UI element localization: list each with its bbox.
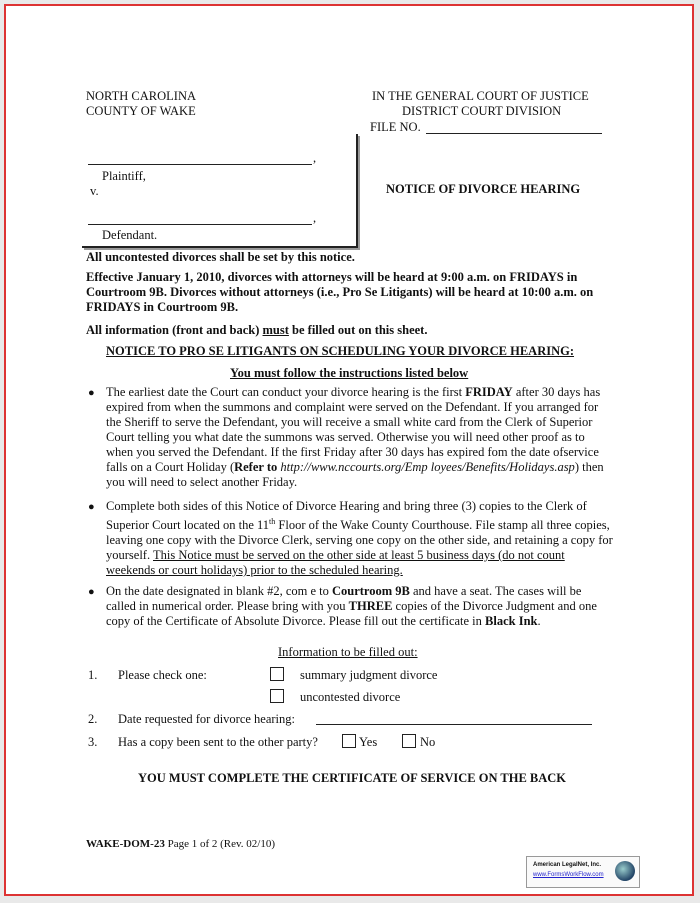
- info-requirement: [86, 323, 427, 338]
- intro-line: All uncontested divorces shall be set by this notice.: [86, 250, 355, 264]
- b1-refer: Refer to: [234, 460, 281, 474]
- plaintiff-name-field[interactable]: [88, 164, 312, 165]
- b1-line-5: when you served the Defendant. If the first Friday after 30 days has expired fom the date ofservice: [106, 445, 599, 459]
- plaintiff-label: Plaintiff,: [102, 169, 146, 183]
- b3-black-ink: Black Ink: [485, 614, 538, 628]
- bullet-icon: ●: [88, 501, 95, 513]
- effective-line-3: FRIDAYS in Courtroom 9B.: [86, 300, 239, 314]
- q2-number: 2.: [88, 712, 98, 726]
- b1-text: after 30 days has: [512, 385, 601, 399]
- b2-text: Floor of the Wake County Courthouse. File stamp all three copies,: [275, 518, 610, 533]
- publisher-logo: [526, 856, 640, 888]
- b3-text: On the date designated in blank #2, com e to: [106, 584, 332, 598]
- b2-line-3: leaving one copy with the Divorce Clerk, serving one copy on the other side, and retaining a copy for: [106, 533, 613, 548]
- b1-line-2: expired from when the summons and complaint were served on the Defendant. If you arranged for: [106, 400, 599, 414]
- certificate-reminder: YOU MUST COMPLETE THE CERTIFICATE OF SERVICE ON THE BACK: [138, 771, 567, 785]
- county-label: COUNTY OF WAKE: [86, 104, 196, 118]
- document-title: NOTICE OF DIVORCE HEARING: [386, 182, 581, 196]
- court-label: IN THE GENERAL COURT OF JUSTICE: [372, 89, 589, 103]
- yes-label: Yes: [359, 735, 378, 749]
- b1-line-3: the Sheriff to serve the Defendant, you will receive a small white card from the Clerk of Superior: [106, 415, 593, 429]
- bullet-2: [106, 499, 613, 578]
- info-must: must: [262, 323, 289, 337]
- form-heading: Information to be filled out:: [278, 645, 418, 659]
- division-label: DISTRICT COURT DIVISION: [402, 104, 562, 118]
- summary-judgment-label: summary judgment divorce: [300, 668, 438, 682]
- logo-name: American LegalNet, Inc.: [533, 862, 602, 868]
- b1-text: falls on a Court Holiday (: [106, 460, 235, 474]
- b2-text: yourself.: [106, 548, 153, 563]
- notice-subheading: You must follow the instructions listed below: [230, 366, 469, 380]
- b1-line-4: Court telling you what date the summons was served. Otherwise you will need other proof as to: [106, 430, 585, 444]
- caption-comma: ,: [313, 151, 317, 165]
- file-no-label: FILE NO.: [370, 120, 421, 134]
- caption-comma: ,: [313, 211, 317, 225]
- uncontested-checkbox[interactable]: [270, 689, 284, 703]
- b1-line-7: you will need to select another Friday.: [106, 475, 298, 489]
- no-checkbox[interactable]: [402, 734, 416, 748]
- b3-text: called in numerical order. Please bring with you: [106, 599, 349, 613]
- bullet-3: [106, 584, 597, 629]
- bullet-icon: ●: [88, 586, 95, 598]
- file-no-field[interactable]: [426, 133, 602, 134]
- b3-text: and have a seat. The cases will be: [409, 584, 582, 598]
- defendant-label: Defendant.: [102, 228, 158, 242]
- state-label: NORTH CAROLINA: [86, 89, 197, 103]
- document-page: [4, 4, 694, 896]
- no-label: No: [420, 735, 436, 749]
- logo-url[interactable]: www.FormsWorkFlow.com: [533, 872, 604, 878]
- page-info: Page 1 of 2 (Rev. 02/10): [164, 838, 276, 850]
- form-id: WAKE-DOM-23: [86, 838, 165, 850]
- bullet-icon: ●: [88, 387, 95, 399]
- effective-line-1: Effective January 1, 2010, divorces with attorneys will be heard at 9:00 a.m. on FRIDAYS in: [86, 270, 578, 284]
- form-footer: [86, 838, 275, 850]
- uncontested-label: uncontested divorce: [300, 690, 401, 704]
- b3-text: copies of the Divorce Judgment and one: [392, 599, 597, 613]
- q2-label: Date requested for divorce hearing:: [118, 712, 296, 726]
- b3-text: .: [537, 614, 541, 628]
- b1-text: ) then: [574, 460, 604, 474]
- b2-line-1: Complete both sides of this Notice of Divorce Hearing and bring three (3) copies to the Clerk of: [106, 499, 587, 513]
- b2-underlined: This Notice must be served on the other side at least 5 business days (do not count: [153, 548, 565, 563]
- defendant-name-field[interactable]: [88, 224, 312, 225]
- b2-sup: th: [269, 517, 276, 526]
- notice-heading: NOTICE TO PRO SE LITIGANTS ON SCHEDULING YOUR DIVORCE HEARING:: [106, 344, 575, 358]
- info-post: be filled out on this sheet.: [288, 323, 428, 337]
- info-pre: All information (front and back): [86, 323, 263, 337]
- b1-text: The earliest date the Court can conduct your divorce hearing is the first: [106, 385, 466, 399]
- q3-label: Has a copy been sent to the other party?: [118, 735, 318, 749]
- bullet-1: [106, 385, 604, 490]
- b2-text: Superior Court located on the 11: [106, 518, 270, 533]
- b2-line-5: weekends or court holidays) prior to the scheduled hearing.: [106, 563, 403, 578]
- q1-number: 1.: [88, 668, 98, 682]
- effective-line-2: Courtroom 9B. Divorces without attorneys (i.e., Pro Se Litigants) will be heard at 10:00 a.m. on: [86, 285, 594, 299]
- globe-icon: [615, 861, 635, 881]
- q1-label: Please check one:: [118, 668, 207, 682]
- hearing-date-field[interactable]: [316, 724, 592, 725]
- b3-courtroom: Courtroom 9B: [331, 584, 410, 598]
- holidays-link[interactable]: http://www.nccourts.org/Emp loyees/Benefits/Holidays.asp: [280, 460, 575, 474]
- summary-judgment-checkbox[interactable]: [270, 667, 284, 681]
- q3-number: 3.: [88, 735, 98, 749]
- b3-text: copy of the Certificate of Absolute Divorce. Please fill out the certificate in: [106, 614, 486, 628]
- versus-label: v.: [90, 184, 99, 198]
- yes-checkbox[interactable]: [342, 734, 356, 748]
- b3-three: THREE: [348, 599, 393, 613]
- b1-friday: FRIDAY: [465, 385, 513, 399]
